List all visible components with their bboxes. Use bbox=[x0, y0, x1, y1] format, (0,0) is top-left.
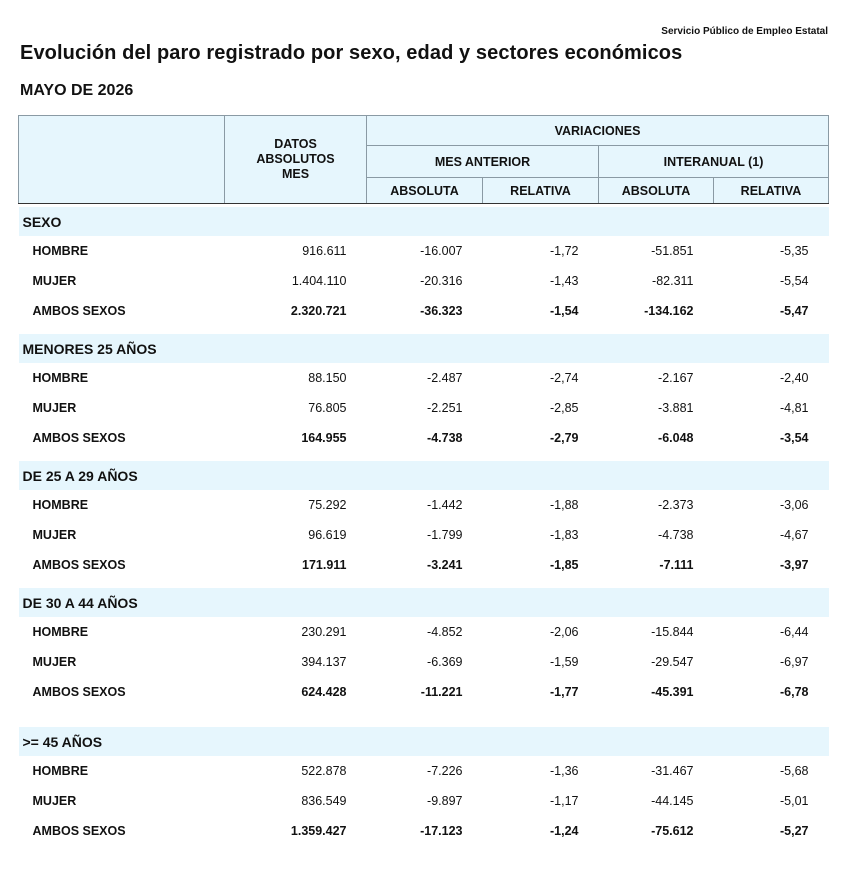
page-subtitle: MAYO DE 2026 bbox=[20, 82, 134, 99]
table-row bbox=[19, 393, 829, 423]
table-row bbox=[19, 647, 829, 677]
row-label: AMBOS SEXOS bbox=[32, 304, 126, 318]
row-label: AMBOS SEXOS bbox=[32, 824, 126, 838]
row-value: -11.221 bbox=[420, 685, 463, 699]
row-value: -5,54 bbox=[780, 274, 809, 288]
row-value: -5,47 bbox=[780, 304, 809, 318]
row-value: -75.612 bbox=[651, 824, 694, 838]
row-value: -4.738 bbox=[658, 528, 694, 542]
row-value: 88.150 bbox=[308, 371, 347, 385]
row-label: MUJER bbox=[32, 528, 77, 542]
page-title: Evolución del paro registrado por sexo, edad y sectores económicos bbox=[20, 42, 683, 64]
header-variaciones: VARIACIONES bbox=[367, 116, 829, 146]
row-value: -7.226 bbox=[427, 764, 463, 778]
row-value: -3,97 bbox=[780, 558, 809, 572]
table-row bbox=[19, 423, 829, 453]
row-value: 230.291 bbox=[301, 625, 347, 639]
row-value: -1,72 bbox=[550, 244, 579, 258]
spacer-cell bbox=[19, 580, 829, 588]
row-value: -4,67 bbox=[780, 528, 809, 542]
section-title: >= 45 AÑOS bbox=[19, 727, 829, 756]
header-mes-anterior: MES ANTERIOR bbox=[367, 146, 599, 178]
row-value: -3.241 bbox=[427, 558, 463, 572]
section-title: DE 30 A 44 AÑOS bbox=[19, 588, 829, 617]
row-value: -1,43 bbox=[550, 274, 579, 288]
row-label: MUJER bbox=[32, 655, 77, 669]
row-value: 171.911 bbox=[302, 558, 347, 572]
spacer-cell bbox=[19, 707, 829, 727]
row-value: 76.805 bbox=[308, 401, 347, 415]
table-body bbox=[19, 204, 829, 847]
row-value: -17.123 bbox=[420, 824, 463, 838]
row-value: -51.851 bbox=[651, 244, 694, 258]
row-value: -134.162 bbox=[644, 304, 694, 318]
row-value: -1.799 bbox=[427, 528, 463, 542]
row-value: 836.549 bbox=[301, 794, 347, 808]
spacer-cell bbox=[19, 326, 829, 334]
row-value: -6,44 bbox=[780, 625, 809, 639]
row-value: 394.137 bbox=[301, 655, 347, 669]
table-row bbox=[19, 490, 829, 520]
data-table bbox=[18, 115, 829, 846]
spacer-row bbox=[19, 707, 829, 727]
row-value: -4.738 bbox=[427, 431, 463, 445]
row-value: -2,85 bbox=[550, 401, 579, 415]
row-label: HOMBRE bbox=[32, 764, 89, 778]
row-value: -1,88 bbox=[550, 498, 579, 512]
row-value: -3.881 bbox=[658, 401, 694, 415]
header-datos bbox=[225, 116, 367, 204]
row-value: -2,40 bbox=[780, 371, 809, 385]
header-blank-cell bbox=[19, 116, 225, 204]
table-row bbox=[19, 756, 829, 786]
row-value: -82.311 bbox=[652, 274, 694, 288]
row-value: -1,83 bbox=[550, 528, 579, 542]
row-value: 2.320.721 bbox=[290, 304, 347, 318]
row-value: -2,79 bbox=[550, 431, 579, 445]
row-value: -5,27 bbox=[780, 824, 809, 838]
section-row bbox=[19, 461, 829, 490]
row-label: AMBOS SEXOS bbox=[32, 431, 126, 445]
table-row bbox=[19, 520, 829, 550]
row-value: -3,06 bbox=[780, 498, 809, 512]
row-value: -15.844 bbox=[651, 625, 694, 639]
row-label: MUJER bbox=[32, 401, 77, 415]
row-value: 522.878 bbox=[301, 764, 347, 778]
row-value: -6,97 bbox=[780, 655, 809, 669]
row-value: -1,36 bbox=[550, 764, 579, 778]
row-value: -2.167 bbox=[658, 371, 694, 385]
row-value: -2.251 bbox=[427, 401, 463, 415]
table-row bbox=[19, 363, 829, 393]
row-label: HOMBRE bbox=[32, 625, 89, 639]
spacer-row bbox=[19, 326, 829, 334]
row-value: 1.404.110 bbox=[291, 274, 347, 288]
row-value: -44.145 bbox=[651, 794, 694, 808]
header-interanual-absoluta: ABSOLUTA bbox=[599, 178, 714, 204]
row-value: -36.323 bbox=[420, 304, 463, 318]
row-value: 75.292 bbox=[308, 498, 347, 512]
row-value: 164.955 bbox=[301, 431, 347, 445]
row-value: -5,35 bbox=[780, 244, 809, 258]
source-label: Servicio Público de Empleo Estatal bbox=[661, 26, 828, 37]
row-value: -1,24 bbox=[550, 824, 579, 838]
row-value: -31.467 bbox=[651, 764, 694, 778]
section-row bbox=[19, 207, 829, 236]
row-value: -9.897 bbox=[427, 794, 463, 808]
row-label: AMBOS SEXOS bbox=[32, 685, 126, 699]
row-value: -16.007 bbox=[420, 244, 463, 258]
row-value: -2,06 bbox=[550, 625, 579, 639]
row-value: -5,68 bbox=[780, 764, 809, 778]
row-value: -45.391 bbox=[651, 685, 694, 699]
row-value: 624.428 bbox=[301, 685, 347, 699]
row-value: -7.111 bbox=[659, 558, 694, 572]
row-value: -2.487 bbox=[427, 371, 463, 385]
row-value: -1,59 bbox=[550, 655, 579, 669]
header-mes-anterior-absoluta: ABSOLUTA bbox=[367, 178, 483, 204]
row-value: -1,77 bbox=[550, 685, 579, 699]
table-row bbox=[19, 786, 829, 816]
row-value: -1,54 bbox=[550, 304, 579, 318]
row-value: 96.619 bbox=[308, 528, 347, 542]
row-value: -4,81 bbox=[780, 401, 809, 415]
row-value: -6,78 bbox=[780, 685, 809, 699]
section-row bbox=[19, 588, 829, 617]
table-row bbox=[19, 617, 829, 647]
row-value: -29.547 bbox=[651, 655, 694, 669]
row-value: -1.442 bbox=[427, 498, 463, 512]
spacer-cell bbox=[19, 453, 829, 461]
row-label: HOMBRE bbox=[32, 244, 89, 258]
section-title: DE 25 A 29 AÑOS bbox=[19, 461, 829, 490]
row-label: HOMBRE bbox=[32, 498, 89, 512]
row-value: -3,54 bbox=[780, 431, 809, 445]
table-row bbox=[19, 266, 829, 296]
row-value: -4.852 bbox=[427, 625, 463, 639]
row-label: HOMBRE bbox=[32, 371, 89, 385]
row-value: -5,01 bbox=[780, 794, 809, 808]
table-row bbox=[19, 236, 829, 266]
section-row bbox=[19, 334, 829, 363]
row-value: -20.316 bbox=[420, 274, 463, 288]
row-value: -2.373 bbox=[658, 498, 694, 512]
spacer-row bbox=[19, 453, 829, 461]
section-title: MENORES 25 AÑOS bbox=[19, 334, 829, 363]
section-title: SEXO bbox=[19, 207, 829, 236]
table-row bbox=[19, 677, 829, 707]
row-label: MUJER bbox=[32, 274, 77, 288]
section-row bbox=[19, 727, 829, 756]
table-row bbox=[19, 296, 829, 326]
table-row bbox=[19, 816, 829, 846]
row-label: MUJER bbox=[32, 794, 77, 808]
spacer-row bbox=[19, 580, 829, 588]
row-value: -6.369 bbox=[427, 655, 463, 669]
header-datos-label: DATOS ABSOLUTOS MES bbox=[256, 137, 335, 181]
row-value: -1,85 bbox=[550, 558, 579, 572]
row-label: AMBOS SEXOS bbox=[32, 558, 126, 572]
row-value: -2,74 bbox=[550, 371, 579, 385]
row-value: 916.611 bbox=[302, 244, 347, 258]
row-value: 1.359.427 bbox=[290, 824, 347, 838]
header-interanual-relativa: RELATIVA bbox=[714, 178, 829, 204]
table-header bbox=[19, 116, 829, 204]
table-row bbox=[19, 550, 829, 580]
row-value: -6.048 bbox=[658, 431, 694, 445]
row-value: -1,17 bbox=[550, 794, 579, 808]
header-interanual: INTERANUAL (1) bbox=[599, 146, 829, 178]
header-mes-anterior-relativa: RELATIVA bbox=[483, 178, 599, 204]
